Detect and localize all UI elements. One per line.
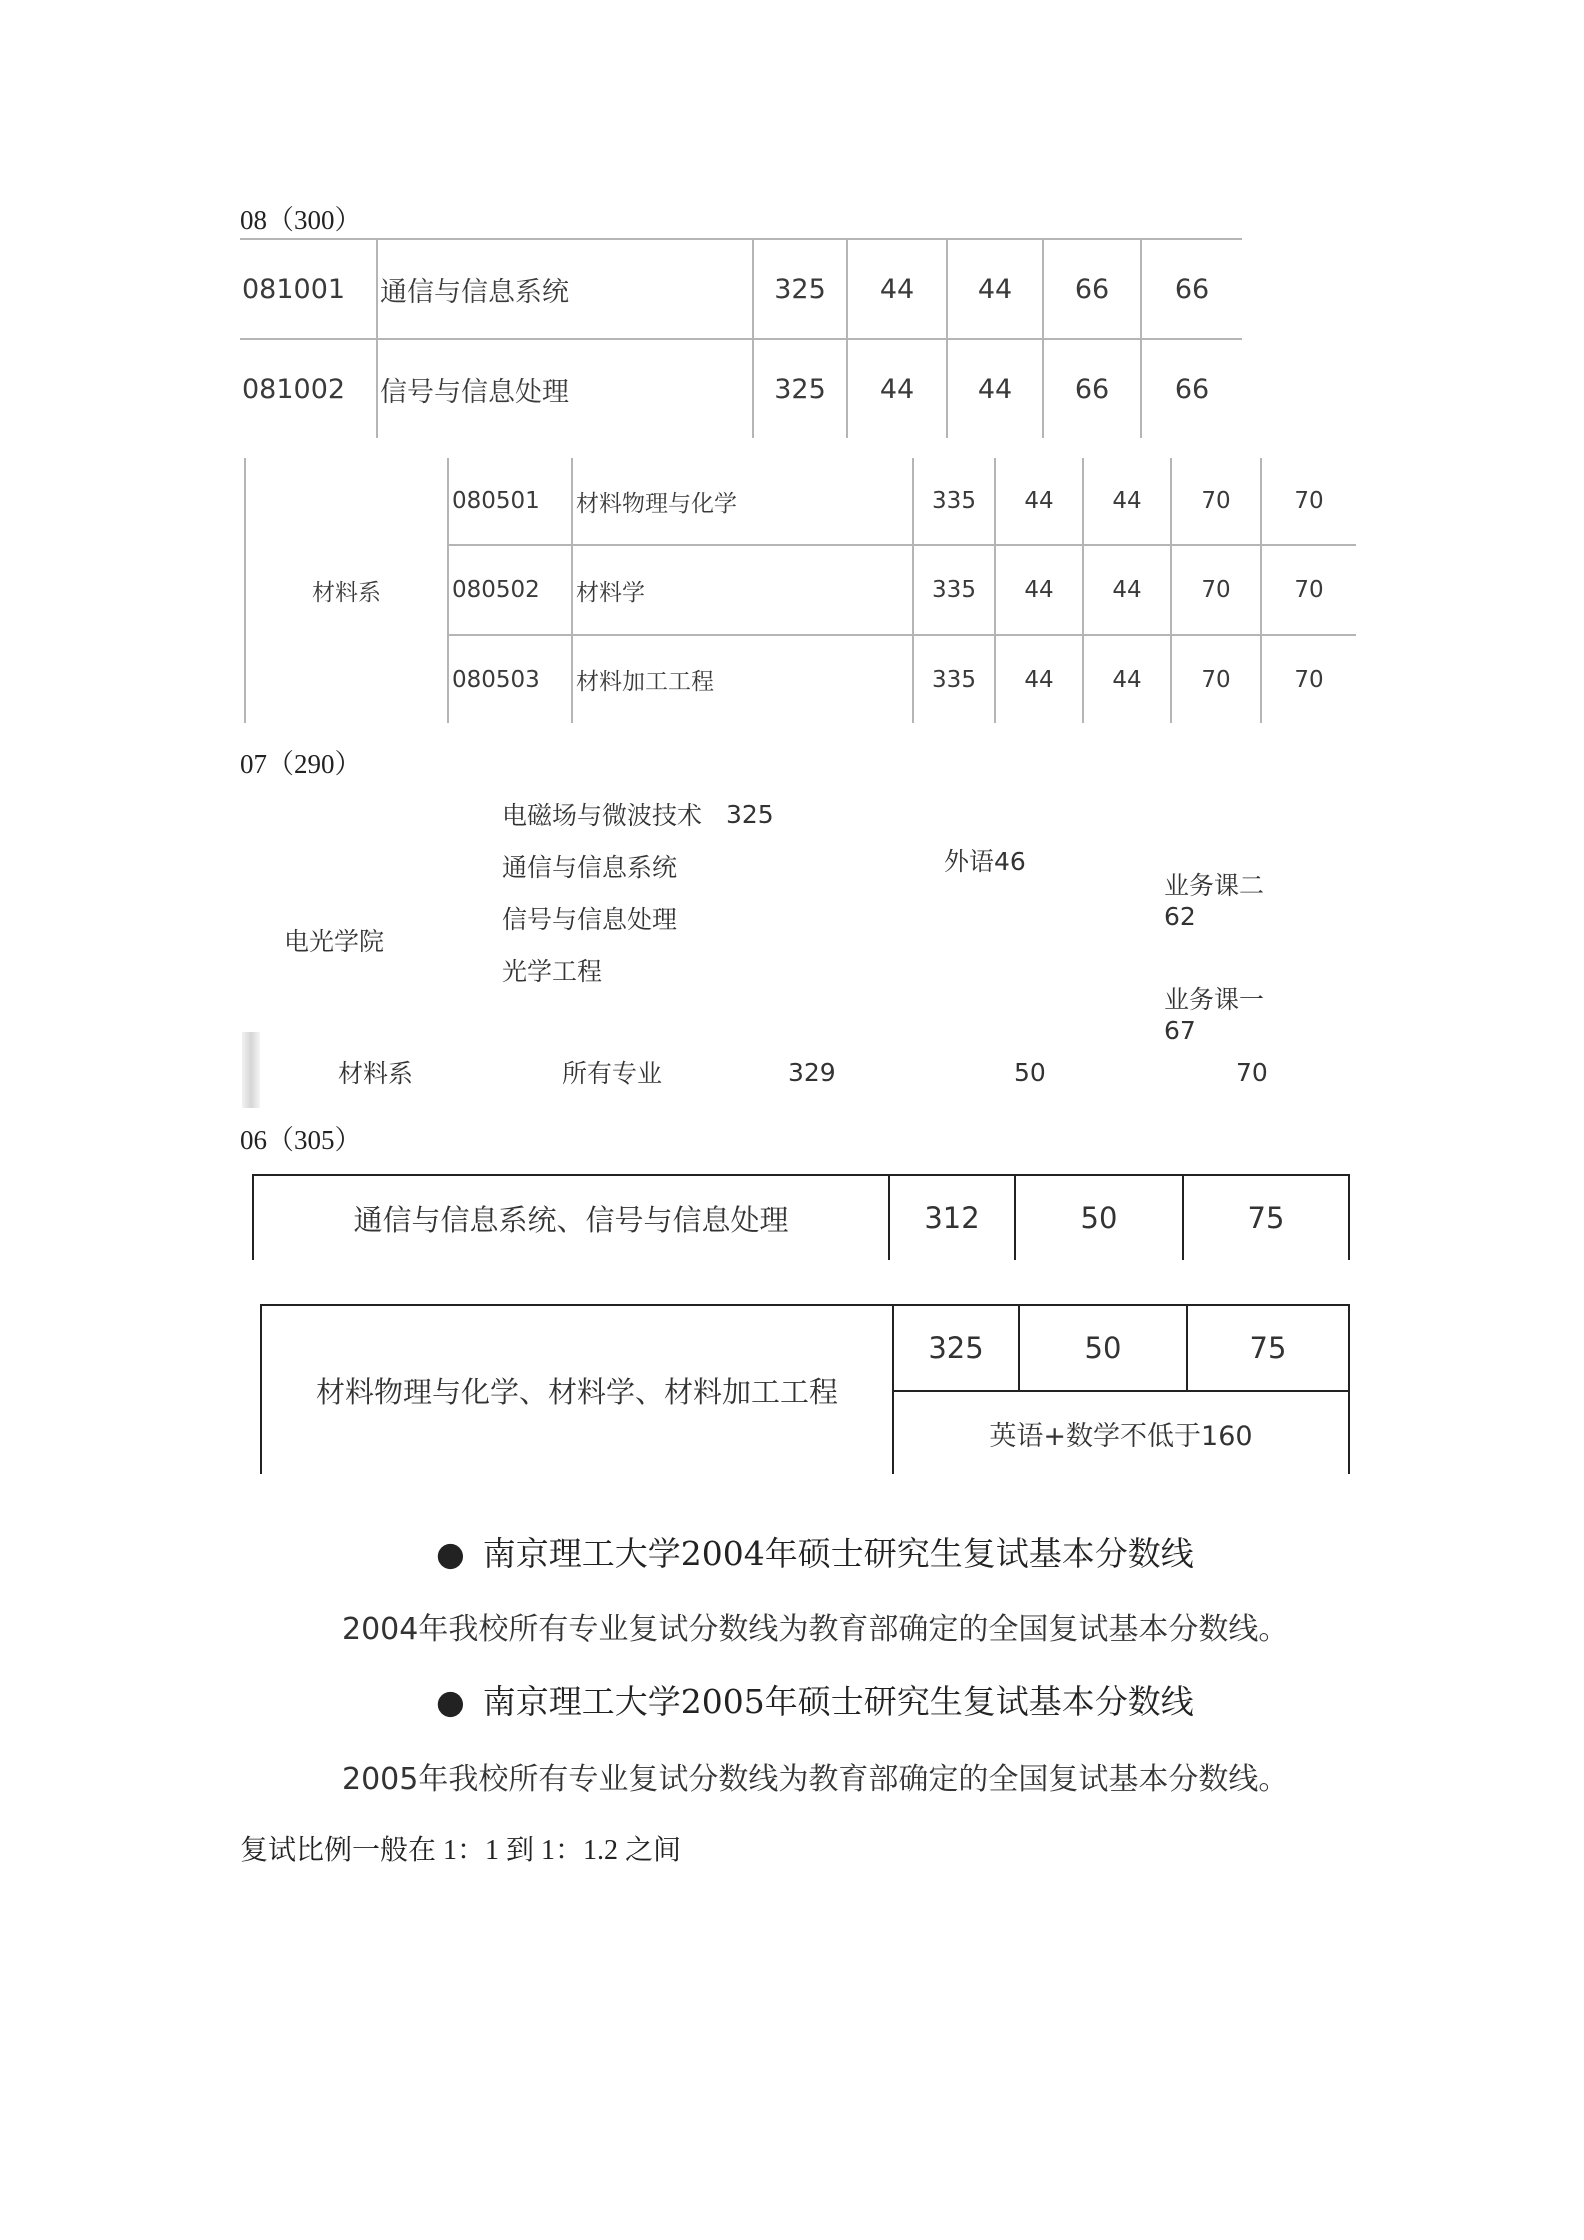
score-foreign: 44 bbox=[1112, 666, 1142, 693]
score-foreign: 50 bbox=[1014, 1058, 1046, 1087]
scores-table-08 bbox=[240, 238, 1242, 438]
major-name: 电磁场与微波技术 bbox=[502, 801, 703, 830]
score-total: 329 bbox=[788, 1058, 836, 1087]
score-total: 312 bbox=[924, 1201, 980, 1235]
section-08-label: 08（300） bbox=[240, 205, 362, 235]
score-foreign: 44 bbox=[977, 273, 1013, 305]
score-course2: 70 bbox=[1294, 577, 1324, 603]
table-row bbox=[244, 636, 1356, 723]
major-name: 材料加工工程 bbox=[576, 669, 714, 695]
score-course: 75 bbox=[1249, 1331, 1287, 1365]
major-code: 081002 bbox=[242, 373, 346, 405]
section-07-label: 07（290） bbox=[240, 749, 362, 779]
score-foreign: 外语46 bbox=[944, 847, 1026, 876]
scores-table-06-communications bbox=[252, 1174, 1350, 1260]
score-foreign: 44 bbox=[1112, 577, 1142, 603]
score-course2: 70 bbox=[1294, 666, 1324, 693]
score-course1: 70 bbox=[1201, 666, 1231, 693]
bullet-icon: ● bbox=[436, 1682, 465, 1721]
score-total: 325 bbox=[774, 273, 826, 305]
score-course2: 业务课二62 bbox=[1164, 871, 1265, 931]
major-name: 信号与信息处理 bbox=[502, 905, 678, 934]
table-row bbox=[240, 240, 1242, 340]
score-total: 335 bbox=[932, 577, 976, 603]
major-code: 080502 bbox=[452, 577, 540, 603]
major-name: 通信与信息系统 bbox=[380, 276, 569, 308]
materials-row-07 bbox=[240, 1032, 1290, 1108]
score-foreign: 50 bbox=[1084, 1331, 1122, 1365]
announcement-heading-2005: ● 南京理工大学2005年硕士研究生复试基本分数线 bbox=[436, 1682, 1194, 1721]
score-course: 75 bbox=[1247, 1201, 1285, 1235]
score-course1: 70 bbox=[1201, 577, 1231, 603]
materials-scores-table bbox=[244, 458, 1356, 723]
scores-table-06-materials bbox=[260, 1304, 1350, 1474]
score-note: 英语+数学不低于160 bbox=[989, 1420, 1253, 1452]
score-course2: 66 bbox=[1174, 273, 1210, 305]
table-row bbox=[240, 340, 1242, 438]
scores-block-07 bbox=[240, 784, 1290, 1045]
footer-note: 复试比例一般在 1：1 到 1：1.2 之间 bbox=[240, 1835, 682, 1866]
major-code: 080503 bbox=[452, 666, 540, 693]
major-code: 081001 bbox=[242, 273, 346, 305]
score-course1: 66 bbox=[1074, 273, 1110, 305]
department-name: 材料系 bbox=[338, 1059, 414, 1088]
score-foreign: 50 bbox=[1080, 1201, 1118, 1235]
score-politics: 44 bbox=[1024, 577, 1054, 603]
major-name: 信号与信息处理 bbox=[380, 376, 569, 408]
bullet-icon: ● bbox=[436, 1534, 465, 1573]
score-course1: 业务课一67 bbox=[1164, 985, 1265, 1045]
major-names: 通信与信息系统、信号与信息处理 bbox=[353, 1202, 789, 1237]
table-row bbox=[244, 458, 1356, 544]
major-name: 材料学 bbox=[576, 579, 645, 606]
score-total: 325 bbox=[928, 1331, 984, 1365]
score-foreign: 44 bbox=[1112, 488, 1142, 514]
section-06-label: 06（305） bbox=[240, 1125, 362, 1155]
announcement-text-2005: 2005年我校所有专业复试分数线为教育部确定的全国复试基本分数线。 bbox=[342, 1762, 1289, 1797]
announcement-heading-2004: ● 南京理工大学2004年硕士研究生复试基本分数线 bbox=[436, 1534, 1194, 1573]
school-name: 电光学院 bbox=[284, 927, 385, 956]
score-politics: 44 bbox=[879, 273, 915, 305]
major-code: 080501 bbox=[452, 488, 540, 514]
score-course: 70 bbox=[1236, 1058, 1268, 1087]
major-name: 光学工程 bbox=[502, 957, 603, 986]
score-foreign: 44 bbox=[977, 373, 1013, 405]
major-name: 通信与信息系统 bbox=[502, 853, 678, 882]
score-course2: 70 bbox=[1294, 488, 1324, 514]
score-total: 325 bbox=[774, 373, 826, 405]
score-politics: 44 bbox=[1024, 488, 1054, 514]
department-name: 材料系 bbox=[312, 580, 381, 606]
score-course1: 70 bbox=[1201, 488, 1231, 514]
table-row bbox=[244, 546, 1356, 634]
major-names: 材料物理与化学、材料学、材料加工工程 bbox=[315, 1374, 838, 1409]
major-name: 所有专业 bbox=[562, 1059, 663, 1088]
announcement-text-2004: 2004年我校所有专业复试分数线为教育部确定的全国复试基本分数线。 bbox=[342, 1612, 1289, 1647]
score-total: 335 bbox=[932, 488, 976, 514]
score-politics: 44 bbox=[879, 373, 915, 405]
major-name: 材料物理与化学 bbox=[576, 490, 737, 517]
score-total: 335 bbox=[932, 666, 976, 693]
score-total: 325 bbox=[726, 800, 774, 829]
score-course2: 66 bbox=[1174, 373, 1210, 405]
score-course1: 66 bbox=[1074, 373, 1110, 405]
score-politics: 44 bbox=[1024, 666, 1054, 693]
